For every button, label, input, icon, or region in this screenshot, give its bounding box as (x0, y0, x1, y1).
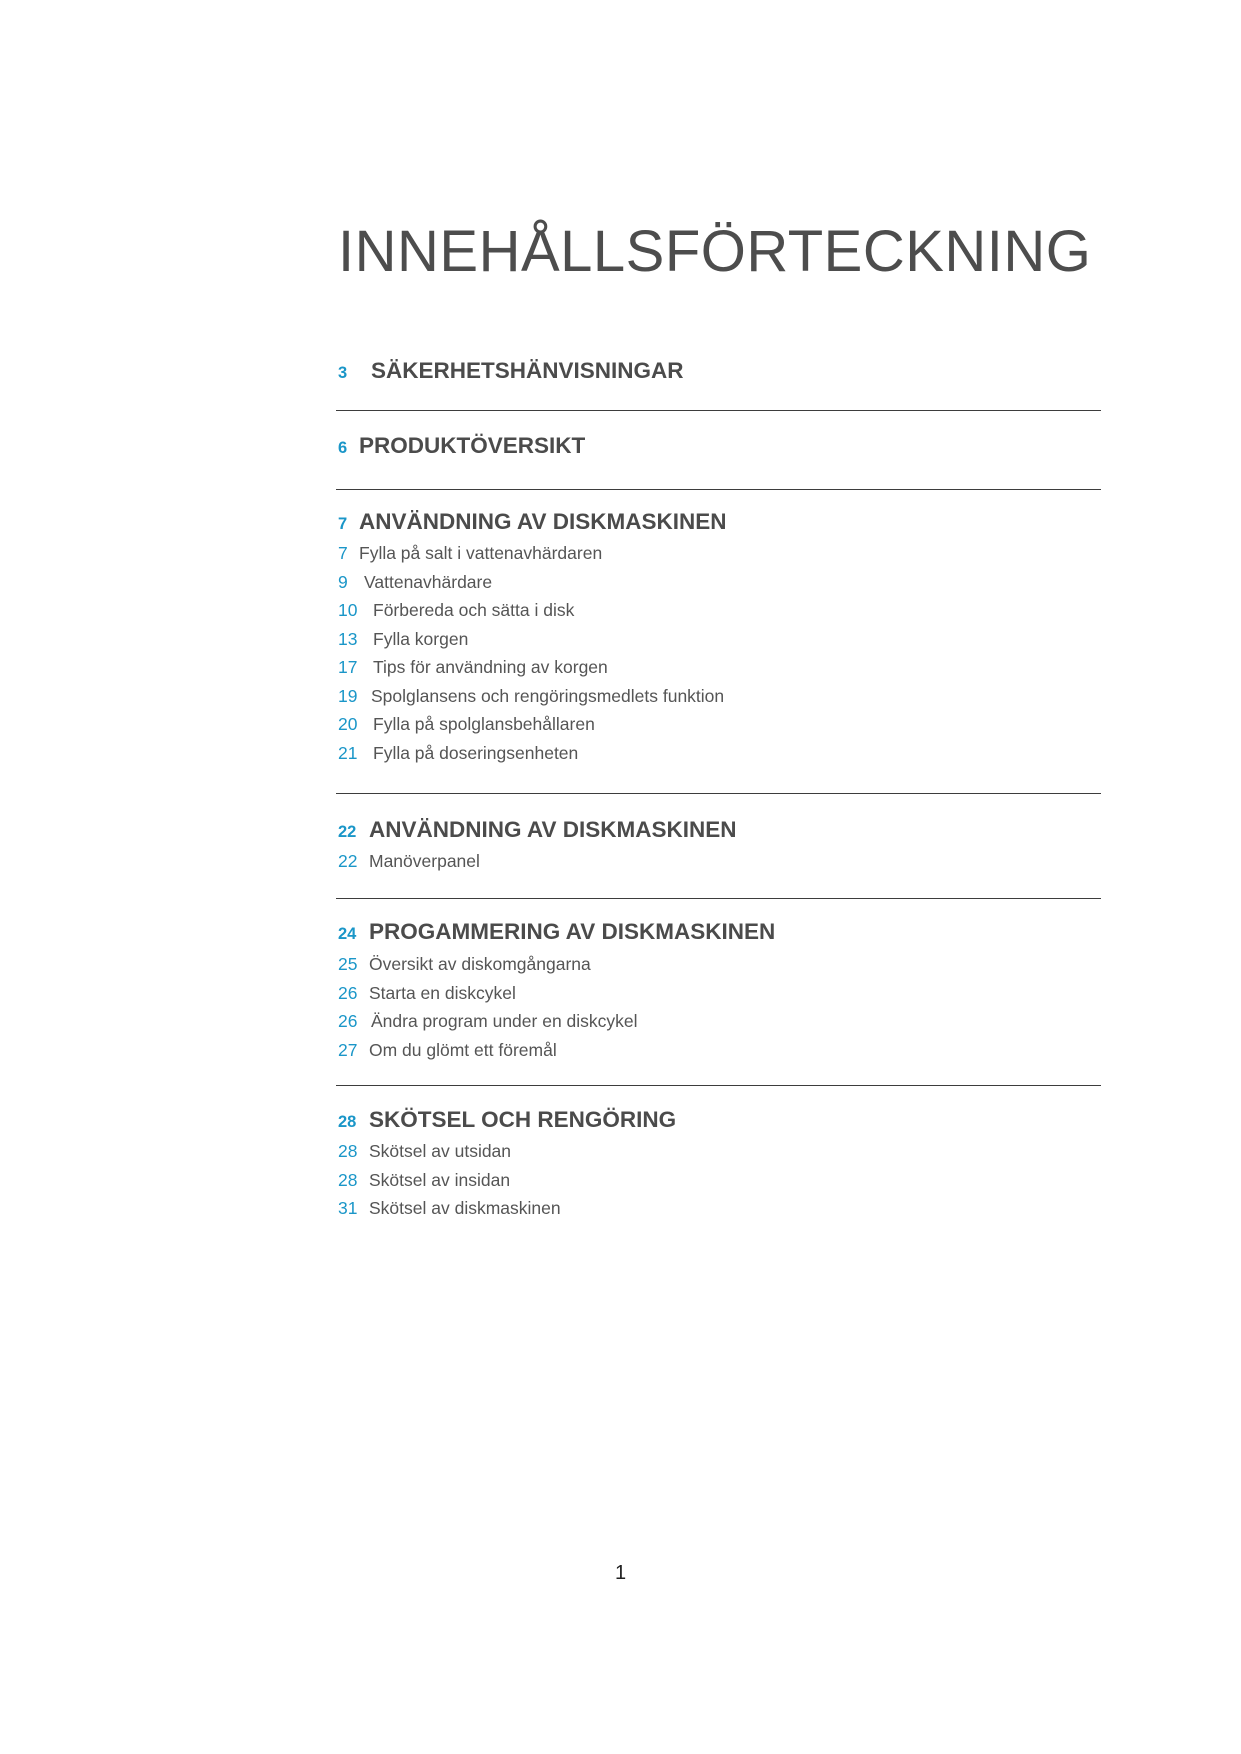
toc-heading-text: PROGAMMERING AV DISKMASKINEN (369, 919, 776, 944)
page-title: INNEHÅLLSFÖRTECKNING (338, 219, 1092, 284)
toc-entry-label: Förbereda och sätta i disk (373, 600, 575, 620)
toc-page-number: 17 (338, 657, 358, 677)
divider (336, 793, 1101, 794)
toc-entry[interactable] (338, 686, 1102, 715)
toc-entry[interactable] (338, 1198, 1102, 1227)
toc-page-number: 26 (338, 1011, 358, 1031)
toc-entry[interactable] (338, 1011, 1102, 1040)
toc-section-heading[interactable] (338, 358, 1102, 384)
toc-page-number: 7 (338, 543, 348, 563)
divider (336, 489, 1101, 490)
toc-entry[interactable] (338, 851, 1102, 880)
toc-page-number: 22 (338, 851, 358, 871)
toc-page-number: 6 (338, 439, 348, 457)
divider (336, 410, 1101, 411)
toc-page-number: 25 (338, 954, 358, 974)
toc-entry-label: Skötsel av utsidan (369, 1141, 512, 1161)
toc-page-number: 13 (338, 628, 358, 649)
toc-section (338, 919, 1102, 1068)
toc-entry[interactable] (338, 657, 1102, 686)
toc-page-number: 20 (338, 714, 358, 734)
toc-entry[interactable] (338, 1040, 1102, 1069)
toc-page-number: 3 (338, 364, 348, 382)
toc-entry[interactable] (338, 983, 1102, 1012)
divider (336, 898, 1101, 899)
toc-page-number: 7 (338, 515, 348, 533)
toc-entry-label: Ändra program under en diskcykel (371, 1011, 638, 1031)
toc-entry[interactable] (338, 629, 1102, 658)
toc-section-heading[interactable] (338, 919, 1102, 954)
toc-page-number: 9 (338, 571, 348, 592)
toc-entry-label: Manöverpanel (369, 851, 480, 871)
toc-entry-label: Fylla på salt i vattenavhärdaren (359, 543, 603, 563)
page-number: 1 (614, 1562, 627, 1584)
toc-entry[interactable] (338, 714, 1102, 743)
toc-page-number: 22 (338, 823, 357, 841)
toc-section (338, 358, 1102, 384)
toc-entry-label: Om du glömt ett föremål (369, 1039, 557, 1060)
toc-heading-text: ANVÄNDNING AV DISKMASKINEN (369, 817, 737, 842)
toc-page-number: 31 (338, 1198, 358, 1218)
toc-page-number: 27 (338, 1039, 358, 1060)
toc-entry-label: Spolglansens och rengöringsmedlets funktion (371, 685, 725, 706)
toc-entry-label: Fylla på doseringsenheten (373, 742, 579, 763)
toc-heading-text: SKÖTSEL OCH RENGÖRING (369, 1107, 677, 1132)
toc-section (338, 817, 1102, 880)
toc-entry-label: Tips för användning av korgen (373, 657, 608, 677)
toc-entry-label: Starta en diskcykel (369, 982, 516, 1003)
toc-page-number: 21 (338, 742, 358, 763)
toc-entry[interactable] (338, 1141, 1102, 1170)
toc-heading-text: SÄKERHETSHÄNVISNINGAR (371, 358, 684, 383)
toc-entry[interactable] (338, 954, 1102, 983)
toc-entry[interactable] (338, 572, 1102, 601)
toc-entry-label: Skötsel av diskmaskinen (369, 1198, 561, 1218)
toc-entry-label: Skötsel av insidan (369, 1169, 511, 1190)
toc-page-number: 26 (338, 982, 358, 1003)
toc-heading-text: PRODUKTÖVERSIKT (359, 433, 586, 458)
toc-page-number: 28 (338, 1141, 358, 1161)
toc-page-number: 28 (338, 1113, 357, 1131)
toc-entry-label: Översikt av diskomgångarna (369, 954, 591, 974)
toc-entry[interactable] (338, 743, 1102, 772)
toc-section-heading[interactable] (338, 433, 1102, 459)
toc-section (338, 1107, 1102, 1227)
toc-page-number: 19 (338, 685, 358, 706)
toc-section (338, 433, 1102, 459)
toc-entry[interactable] (338, 1170, 1102, 1199)
toc-entry-label: Fylla på spolglansbehållaren (373, 714, 595, 734)
toc-section-heading[interactable] (338, 509, 1102, 543)
toc-page-number: 24 (338, 925, 357, 943)
toc-section-heading[interactable] (338, 817, 1102, 851)
toc-page-number: 10 (338, 600, 358, 620)
toc-entry-label: Fylla korgen (373, 628, 469, 649)
divider (336, 1085, 1101, 1086)
toc-page-number: 28 (338, 1169, 358, 1190)
toc-entry-label: Vattenavhärdare (364, 571, 493, 592)
toc-section-heading[interactable] (338, 1107, 1102, 1141)
toc-section (338, 509, 1102, 771)
toc-entry[interactable] (338, 600, 1102, 629)
toc-heading-text: ANVÄNDNING AV DISKMASKINEN (359, 509, 727, 534)
toc-entry[interactable] (338, 543, 1102, 572)
